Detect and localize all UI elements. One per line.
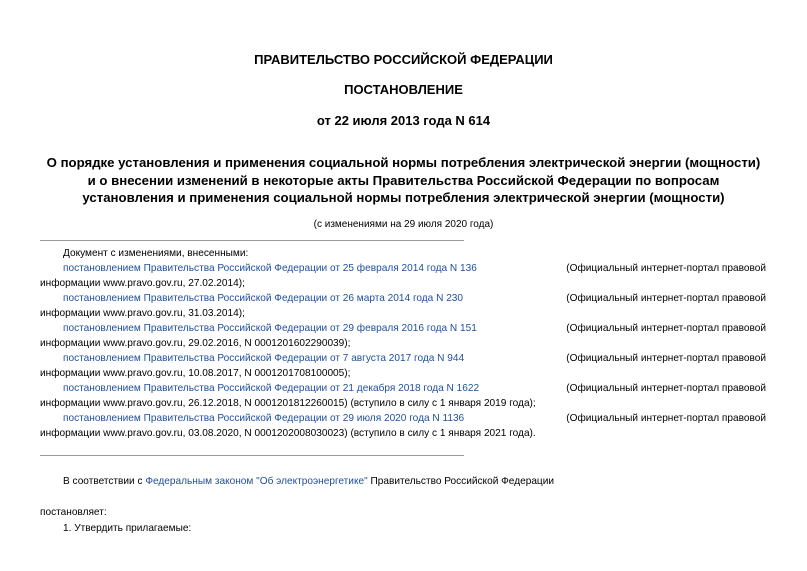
change-tail: (Официальный интернет-портал правовой — [566, 413, 766, 424]
change-line-2: информации www.pravo.gov.ru, 26.12.2018, N 0001201812260015) (вступило в силу с 1 января 2019 года); — [40, 398, 536, 409]
resolves-text: постановляет: — [40, 507, 107, 518]
change-line-1 — [40, 321, 766, 336]
amendment-note: (с изменениями на 29 июля 2020 года) — [313, 219, 494, 230]
change-line-2: информации www.pravo.gov.ru, 29.02.2016, N 0001201602290039); — [40, 338, 351, 349]
federal-law-link[interactable]: Федеральным законом "Об электроэнергетике" — [145, 476, 368, 487]
change-tail: (Официальный интернет-портал правовой — [566, 323, 766, 334]
amendment-link[interactable]: постановлением Правительства Российской Федерации от 29 февраля 2016 года N 151 — [63, 323, 477, 334]
title-line-1: О порядке установления и применения социальной нормы потребления электрической энергии (мощности) — [46, 155, 761, 170]
amendment-link[interactable]: постановлением Правительства Российской Федерации от 21 декабря 2018 года N 1622 — [63, 383, 480, 394]
change-line-2: информации www.pravo.gov.ru, 10.08.2017, N 0001201708100005); — [40, 368, 351, 379]
changes-intro: Документ с изменениями, внесенными: — [63, 248, 249, 259]
change-item — [40, 381, 766, 411]
document-date-number: от 22 июля 2013 года N 614 — [316, 113, 491, 128]
divider-bottom — [40, 455, 464, 456]
amendment-link[interactable]: постановлением Правительства Российской Федерации от 25 февраля 2014 года N 136 — [63, 263, 477, 274]
point-1: 1. Утвердить прилагаемые: — [63, 523, 192, 534]
change-item — [40, 261, 766, 291]
change-line-2: информации www.pravo.gov.ru, 27.02.2014); — [40, 278, 245, 289]
changes-list — [40, 246, 766, 441]
document-title — [30, 154, 777, 207]
change-line-1 — [40, 291, 766, 306]
change-line-2: информации www.pravo.gov.ru, 31.03.2014); — [40, 308, 245, 319]
preamble — [40, 476, 789, 487]
change-tail: (Официальный интернет-портал правовой — [566, 293, 766, 304]
change-item — [40, 351, 766, 381]
change-item — [40, 321, 766, 351]
change-tail: (Официальный интернет-портал правовой — [566, 383, 766, 394]
amendment-link[interactable]: постановлением Правительства Российской Федерации от 29 июля 2020 года N 1136 — [63, 413, 465, 424]
change-line-1 — [40, 381, 766, 396]
change-line-2: информации www.pravo.gov.ru, 03.08.2020, N 0001202008030023) (вступило в силу с 1 января 2021 года). — [40, 428, 536, 439]
amendment-link[interactable]: постановлением Правительства Российской Федерации от 26 марта 2014 года N 230 — [63, 293, 464, 304]
change-line-1 — [40, 411, 766, 426]
change-line-1 — [40, 261, 766, 276]
document-type: ПОСТАНОВЛЕНИЕ — [344, 82, 463, 97]
change-line-1 — [40, 351, 766, 366]
preamble-prefix: В соответствии с — [63, 476, 146, 487]
change-item — [40, 411, 766, 441]
change-tail: (Официальный интернет-портал правовой — [566, 353, 766, 364]
divider-top — [40, 240, 464, 241]
change-tail: (Официальный интернет-портал правовой — [566, 263, 766, 274]
title-line-2: и о внесении изменений в некоторые акты Правительства Российской Федерации по вопросам — [87, 172, 720, 188]
amendment-link[interactable]: постановлением Правительства Российской Федерации от 7 августа 2017 года N 944 — [63, 353, 465, 364]
preamble-suffix: Правительство Российской Федерации — [367, 476, 554, 487]
title-line-3: установления и применения социальной нормы потребления электрической энергии (мощности) — [82, 190, 725, 205]
change-item — [40, 291, 766, 321]
government-heading: ПРАВИТЕЛЬСТВО РОССИЙСКОЙ ФЕДЕРАЦИИ — [254, 52, 553, 67]
